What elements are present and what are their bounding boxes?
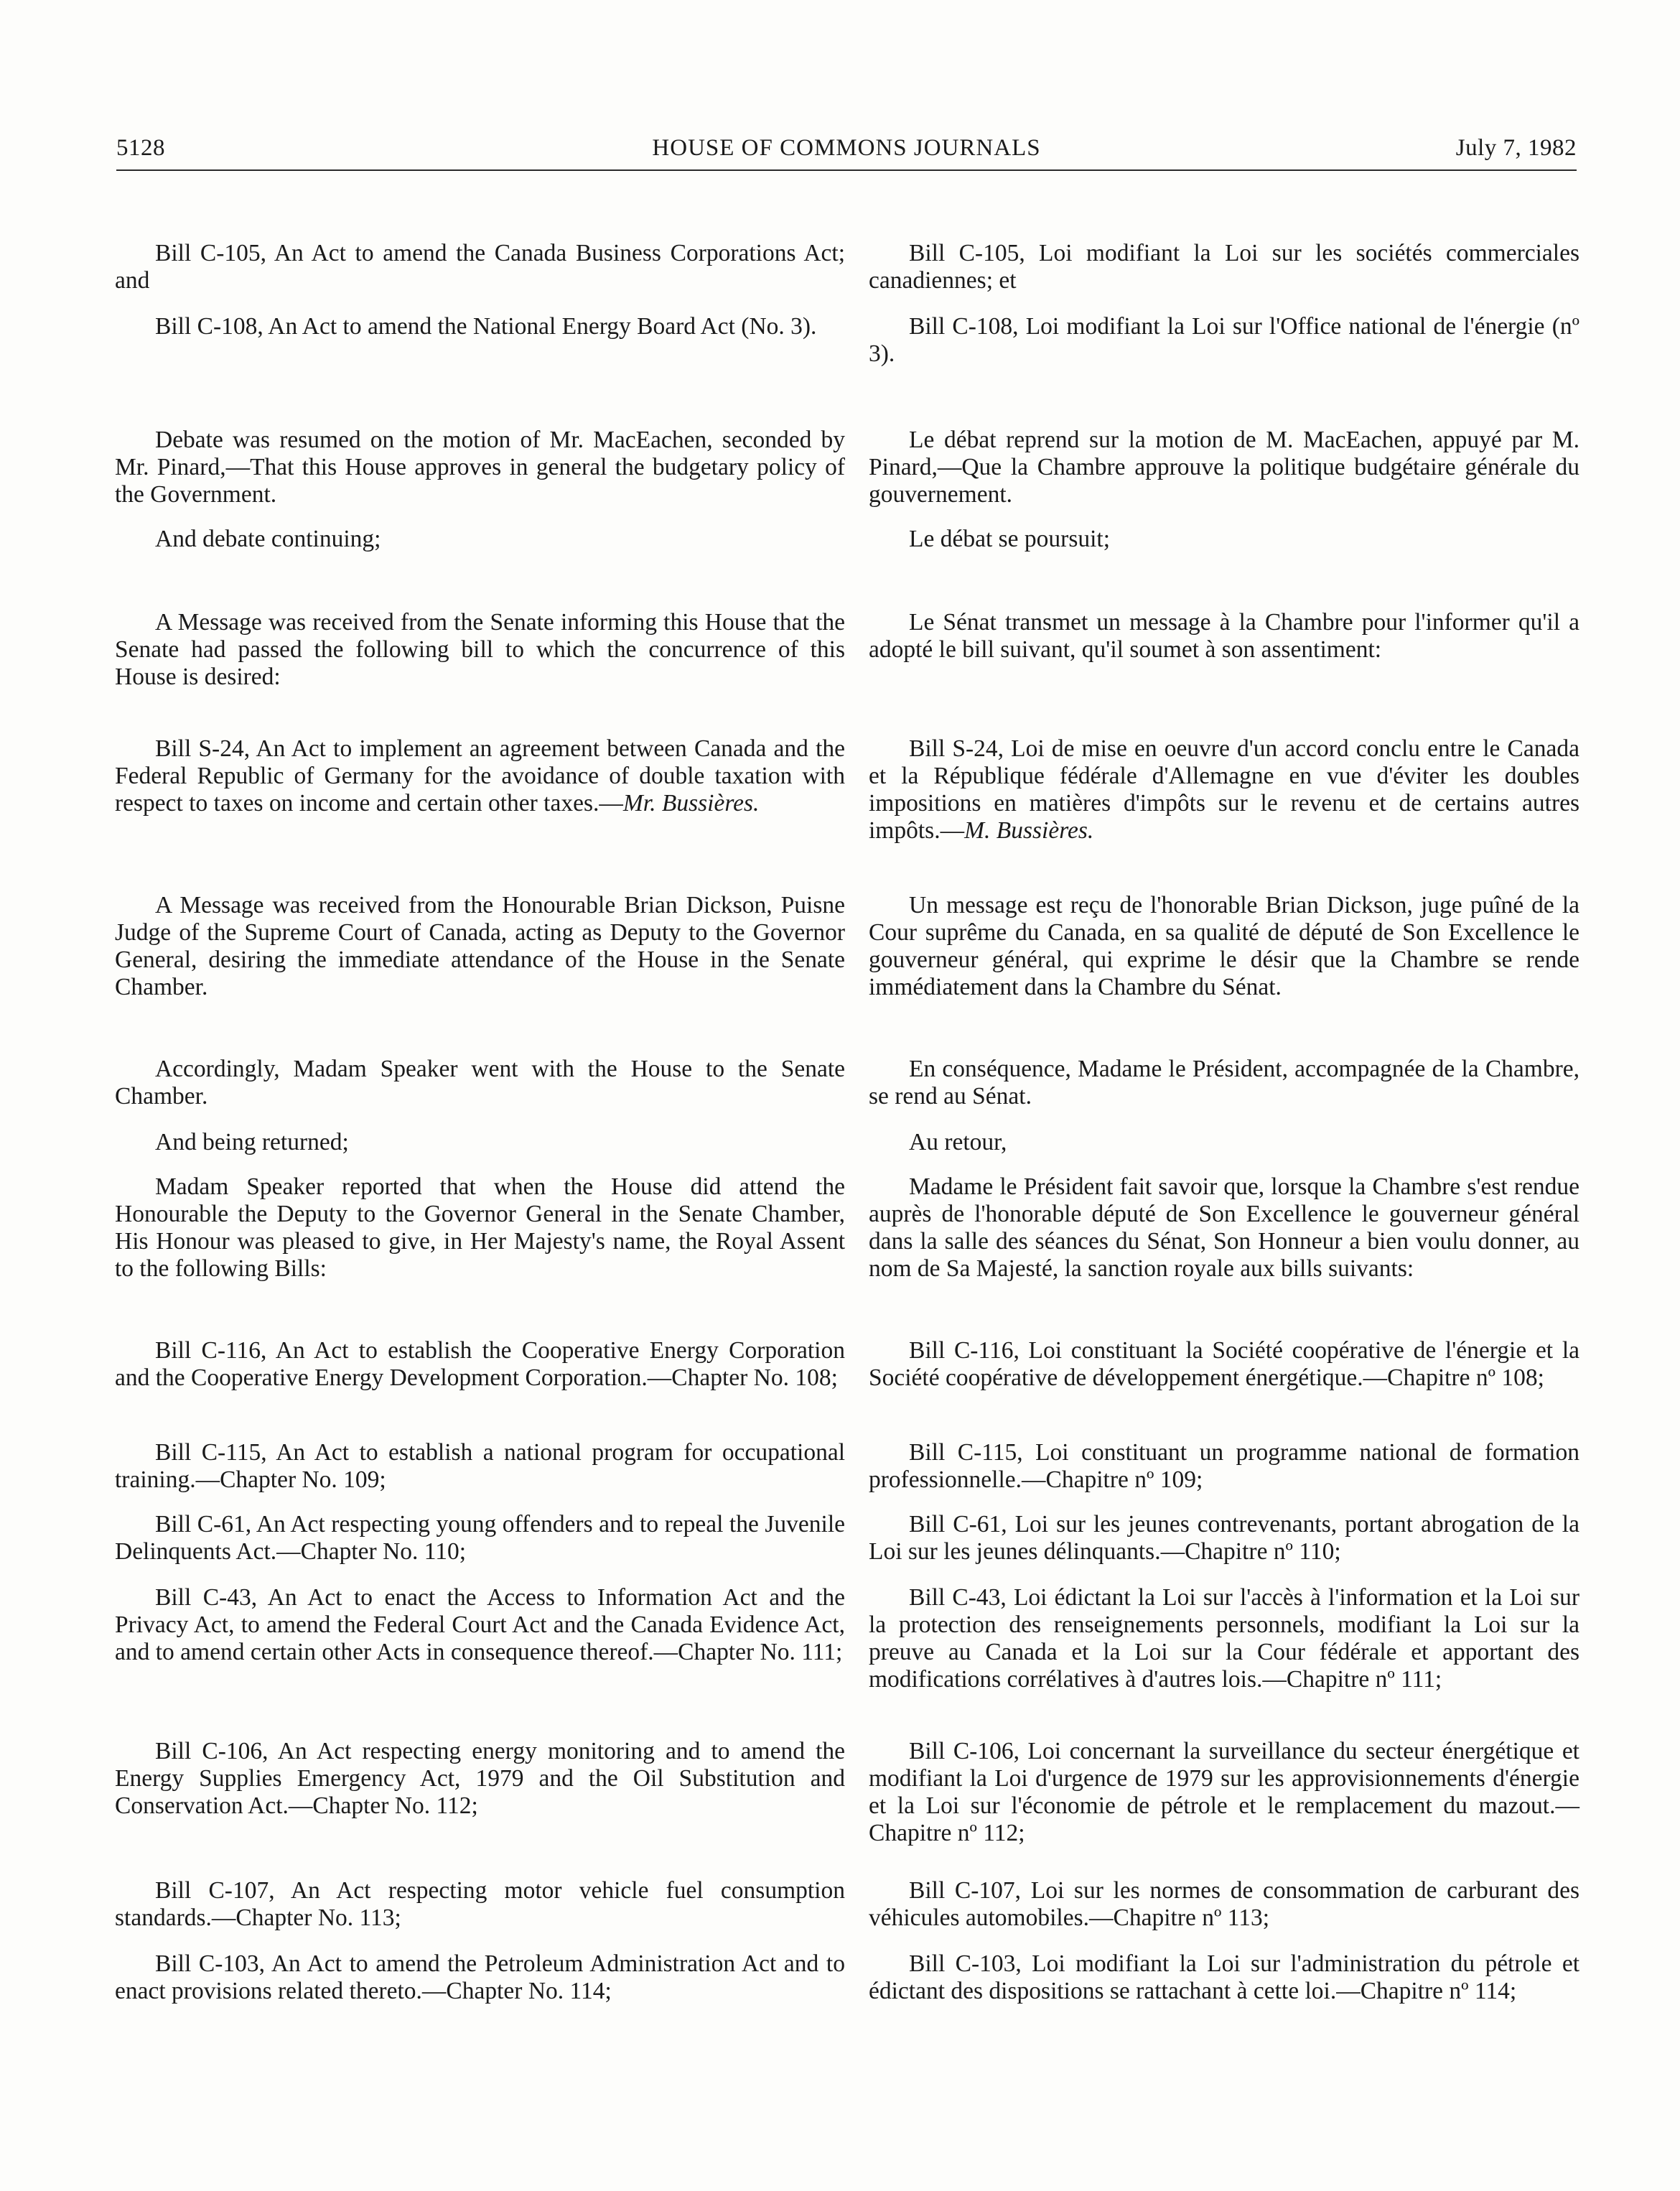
paragraph-en-13: Bill C-61, An Act respecting young offenders and to repeal the Juvenile Delinquents Act.—Chapter No. 110; [115,1511,845,1565]
paragraph-en-8: Accordingly, Madam Speaker went with the House to the Senate Chamber. [115,1056,845,1110]
paragraph-fr-17: Bill C-103, Loi modifiant la Loi sur l'administration du pétrole et édictant des dispositions se rattachant à cette loi.—Chapitre nº 114; [869,1950,1579,2004]
paragraph-en-2: Bill C-108, An Act to amend the National Energy Board Act (No. 3). [155,313,817,340]
paragraph-fr-2: Bill C-108, Loi modifiant la Loi sur l'Office national de l'énergie (nº 3). [869,313,1579,367]
paragraph-en-1: Bill C-105, An Act to amend the Canada Business Corporations Act; and [115,240,845,294]
header-rule [116,169,1577,171]
paragraph-en-6 [115,735,845,817]
page-header [116,129,1577,172]
paragraph-en-14: Bill C-43, An Act to enact the Access to Information Act and the Privacy Act, to amend the Federal Court Act and the Canada Evidence Act, and to amend certain other Acts in consequence thereof.—Chapter No. 111; [115,1584,845,1665]
paragraph-en-16: Bill C-107, An Act respecting motor vehicle fuel consumption standards.—Chapter No. 113; [115,1877,845,1931]
paragraph-en-6-text: Bill S-24, An Act to implement an agreement between Canada and the Federal Republic of Germany for the avoidance of double taxation with respect to taxes on income and certain other taxes.— [115,735,845,817]
paragraph-fr-16: Bill C-107, Loi sur les normes de consommation de carburant des véhicules automobiles.—Chapitre nº 113; [869,1877,1579,1931]
paragraph-fr-5: Le Sénat transmet un message à la Chambre pour l'informer qu'il a adopté le bill suivant, qu'il soumet à son assentiment: [869,609,1579,663]
paragraph-fr-12: Bill C-115, Loi constituant un programme national de formation professionnelle.—Chapitre nº 109; [869,1439,1579,1493]
paragraph-fr-4: Le débat se poursuit; [909,526,1111,552]
paragraph-fr-13: Bill C-61, Loi sur les jeunes contrevenants, portant abrogation de la Loi sur les jeunes délinquants.—Chapitre nº 110; [869,1511,1579,1565]
paragraph-en-5: A Message was received from the Senate informing this House that the Senate had passed the following bill to which the concurrence of this House is desired: [115,609,845,690]
paragraph-fr-6-text: Bill S-24, Loi de mise en oeuvre d'un accord conclu entre le Canada et la République fédérale d'Allemagne en vue d'éviter les doubles impositions en matières d'impôts sur le revenu et de certains autres impôts.— [869,735,1579,844]
page-number: 5128 [116,135,165,161]
paragraph-fr-15: Bill C-106, Loi concernant la surveillance du secteur énergétique et modifiant la Loi d'urgence de 1979 sur les approvisionnements d'énergie et la Loi sur l'économie de pétrole et le remplacement du mazout.—Chapitre nº 112; [869,1738,1579,1846]
paragraph-en-11: Bill C-116, An Act to establish the Cooperative Energy Corporation and the Cooperative Energy Development Corporation.—Chapter No. 108; [115,1337,845,1391]
paragraph-fr-6-member: M. Bussières. [964,817,1094,844]
paragraph-fr-11: Bill C-116, Loi constituant la Société coopérative de l'énergie et la Société coopérative de développement énergétique.—Chapitre nº 108; [869,1337,1579,1391]
paragraph-en-6-member: Mr. Bussières. [622,790,760,817]
paragraph-fr-10: Madame le Président fait savoir que, lorsque la Chambre s'est rendue auprès de l'honorable député de Son Excellence le gouverneur général dans la salle des séances du Sénat, Son Honneur a bien voulu donner, au nom de Sa Majesté, la sanction royale aux bills suivants: [869,1173,1579,1282]
paragraph-en-9: And being returned; [155,1129,349,1155]
paragraph-en-4: And debate continuing; [155,526,381,552]
paragraph-en-17: Bill C-103, An Act to amend the Petroleum Administration Act and to enact provisions related thereto.—Chapter No. 114; [115,1950,845,2004]
paragraph-en-12: Bill C-115, An Act to establish a national program for occupational training.—Chapter No. 109; [115,1439,845,1493]
paragraph-fr-8: En conséquence, Madame le Président, accompagnée de la Chambre, se rend au Sénat. [869,1056,1579,1110]
journal-title: HOUSE OF COMMONS JOURNALS [652,135,1041,161]
paragraph-fr-14: Bill C-43, Loi édictant la Loi sur l'accès à l'information et la Loi sur la protection des renseignements personnels, modifiant la Loi sur la preuve au Canada et la Loi sur la Cour fédérale et apportant des modifications corrélatives à d'autres lois.—Chapitre nº 111; [869,1584,1579,1693]
paragraph-en-10: Madam Speaker reported that when the House did attend the Honourable the Deputy to the Governor General in the Senate Chamber, His Honour was pleased to give, in Her Majesty's name, the Royal Assent to the following Bills: [115,1173,845,1282]
paragraph-en-7: A Message was received from the Honourable Brian Dickson, Puisne Judge of the Supreme Court of Canada, acting as Deputy to the Governor General, desiring the immediate attendance of the House in the Senate Chamber. [115,892,845,1000]
paragraph-fr-9: Au retour, [909,1129,1007,1155]
paragraph-fr-3: Le débat reprend sur la motion de M. MacEachen, appuyé par M. Pinard,—Que la Chambre approuve la politique budgétaire générale du gouvernement. [869,427,1579,508]
journal-date: July 7, 1982 [1455,135,1577,161]
paragraph-fr-1: Bill C-105, Loi modifiant la Loi sur les sociétés commerciales canadiennes; et [869,240,1579,294]
paragraph-fr-7: Un message est reçu de l'honorable Brian Dickson, juge puîné de la Cour suprême du Canada, en sa qualité de député de Son Excellence le gouverneur général, qui exprime le désir que la Chambre se rende immédiatement dans la Chambre du Sénat. [869,892,1579,1000]
paragraph-en-15: Bill C-106, An Act respecting energy monitoring and to amend the Energy Supplies Emergency Act, 1979 and the Oil Substitution and Conservation Act.—Chapter No. 112; [115,1738,845,1819]
paragraph-fr-6 [869,735,1579,845]
paragraph-en-3: Debate was resumed on the motion of Mr. MacEachen, seconded by Mr. Pinard,—That this House approves in general the budgetary policy of the Government. [115,427,845,508]
